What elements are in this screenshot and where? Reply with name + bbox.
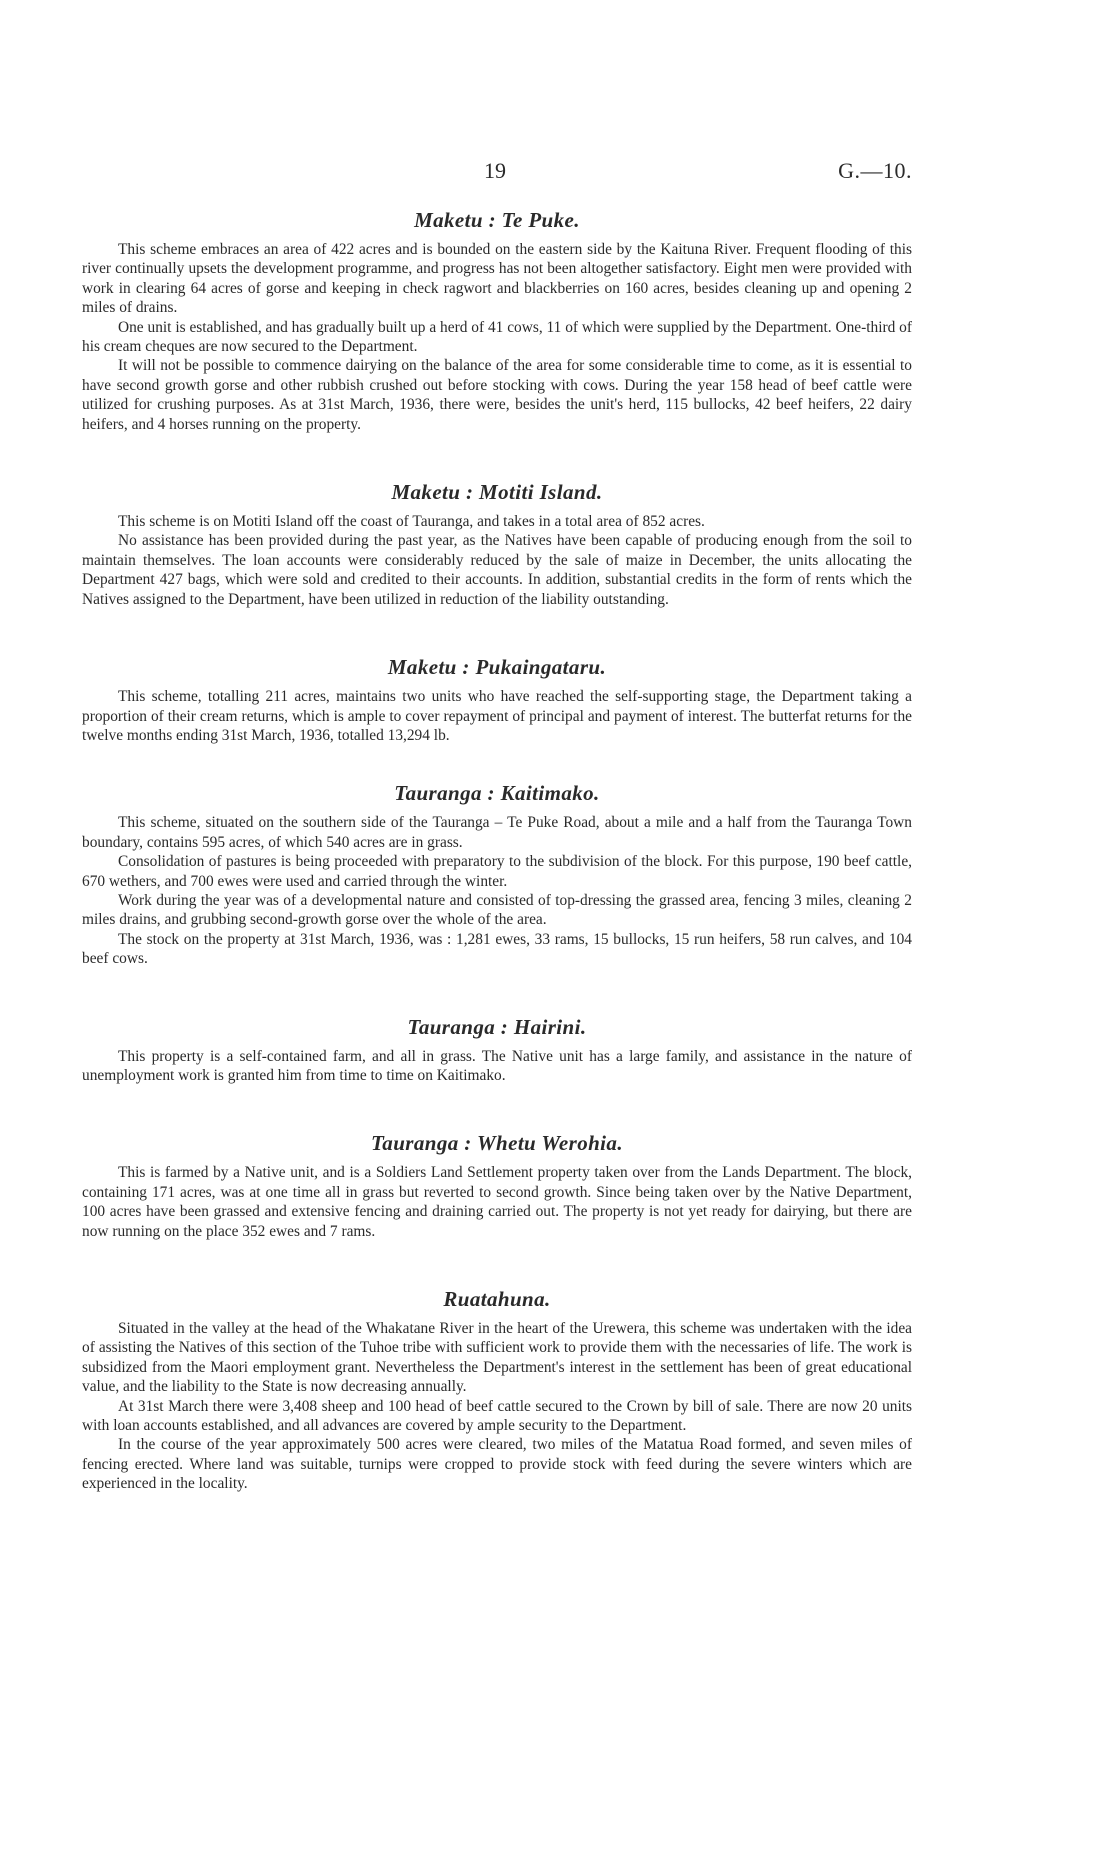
document-reference: G.—10. — [838, 158, 912, 183]
paragraph: No assistance has been provided during the past year, as the Natives have been capable of producing enough from the soil to maintain themselves. The loan accounts were considerably reduced by the sale of maize in December, the units allocating the Department 427 bags, which were sold and credited to their accounts. In addition, substantial credits in the form of rents which the Natives assigned to the Department, have been utilized in reduction of the liability outstanding. — [82, 532, 912, 608]
section-heading: Maketu : Te Puke. — [414, 208, 580, 232]
page-number: 19 — [484, 158, 506, 183]
section-tauranga-hairini — [82, 1015, 912, 1086]
paragraph: Work during the year was of a developmental nature and consisted of top-dressing the grassed area, fencing 3 miles, cleaning 2 miles drains, and grubbing second-growth gorse over the whole of the area. — [82, 891, 912, 929]
section-maketu-pukaingataru — [82, 655, 912, 745]
paragraph: One unit is established, and has gradually built up a herd of 41 cows, 11 of which were supplied by the Department. One-third of his cream cheques are now secured to the Department. — [82, 318, 912, 356]
paragraph: Situated in the valley at the head of the Whakatane River in the heart of the Urewera, this scheme was undertaken with the idea of assisting the Natives of this section of the Tuhoe tribe with sufficient work to provide them with the necessaries of life. The work is subsidized from the Maori employment grant. Nevertheless the Department's interest in the settlement has been of great educational value, and the liability to the State is now decreasing annually. — [82, 1320, 912, 1396]
paragraph: In the course of the year approximately 500 acres were cleared, two miles of the Matatua Road formed, and seven miles of fencing erected. Where land was suitable, turnips were cropped to provide stock with feed during the severe winters which are experienced in the locality. — [82, 1436, 912, 1493]
page-header — [82, 158, 912, 194]
section-heading: Tauranga : Hairini. — [407, 1014, 587, 1039]
section-tauranga-whetu-werohia — [82, 1131, 912, 1241]
section-maketu-te-puke — [82, 208, 912, 434]
paragraph: This scheme embraces an area of 422 acres and is bounded on the eastern side by the Kaituna River. Frequent flooding of this river continually upsets the development programme, and progress has not been altogether satisfactory. Eight men were provided with work in clearing 64 acres of gorse and keeping in check ragwort and blackberries on 160 acres, besides cleaning up and opening 2 miles of drains. — [82, 241, 912, 317]
section-maketu-motiti-island — [82, 480, 912, 609]
section-heading: Tauranga : Kaitimako. — [394, 781, 600, 806]
paragraph: This scheme, situated on the southern side of the Tauranga – Te Puke Road, about a mile and a half from the Tauranga Town boundary, contains 595 acres, of which 540 acres are in grass. — [82, 814, 912, 851]
paragraph: This is farmed by a Native unit, and is a Soldiers Land Settlement property taken over from the Lands Department. The block, containing 171 acres, was at one time all in grass but reverted to second growth. Since being taken over by the Native Department, 100 acres have been grassed and extensive fencing and draining carried out. The property is not yet ready for dairying, but there are now running on the place 352 ewes and 7 rams. — [82, 1164, 912, 1240]
paragraph: Consolidation of pastures is being proceeded with preparatory to the subdivision of the block. For this purpose, 190 beef cattle, 670 wethers, and 700 ewes were used and carried through the winter. — [82, 853, 912, 890]
section-ruatahuna — [82, 1287, 912, 1494]
paragraph: This property is a self-contained farm, and all in grass. The Native unit has a large family, and assistance in the nature of unemployment work is granted him from time to time on Kaitimako. — [82, 1047, 912, 1084]
paragraph: At 31st March there were 3,408 sheep and 100 head of beef cattle secured to the Crown by bill of sale. There are now 20 units with loan accounts established, and all advances are covered by ample security to the Department. — [82, 1397, 912, 1435]
paragraph: This scheme is on Motiti Island off the coast of Tauranga, and takes in a total area of 852 acres. — [118, 513, 705, 531]
section-tauranga-kaitimako — [82, 781, 912, 968]
section-heading: Tauranga : Whetu Werohia. — [371, 1131, 623, 1156]
paragraph: It will not be possible to commence dairying on the balance of the area for some considerable time to come, as it is essential to have second growth gorse and other rubbish crushed out before stocking with cows. During the year 158 head of beef cattle were utilized for crushing purposes. As at 31st March, 1936, there were, besides the unit's herd, 115 bullocks, 42 beef heifers, 22 dairy heifers, and 4 horses running on the property. — [82, 357, 912, 433]
document-page — [82, 158, 912, 1494]
section-heading: Maketu : Motiti Island. — [391, 480, 603, 505]
section-heading: Ruatahuna. — [443, 1287, 551, 1311]
section-heading: Maketu : Pukaingataru. — [387, 655, 607, 680]
paragraph: The stock on the property at 31st March, 1936, was : 1,281 ewes, 33 rams, 15 bullocks, 15 run heifers, 58 run calves, and 104 beef cows. — [82, 930, 912, 968]
paragraph: This scheme, totalling 211 acres, maintains two units who have reached the self-supporting stage, the Department taking a proportion of their cream returns, which is ample to cover repayment of principal and payment of interest. The butterfat returns for the twelve months ending 31st March, 1936, totalled 13,294 lb. — [82, 688, 912, 744]
